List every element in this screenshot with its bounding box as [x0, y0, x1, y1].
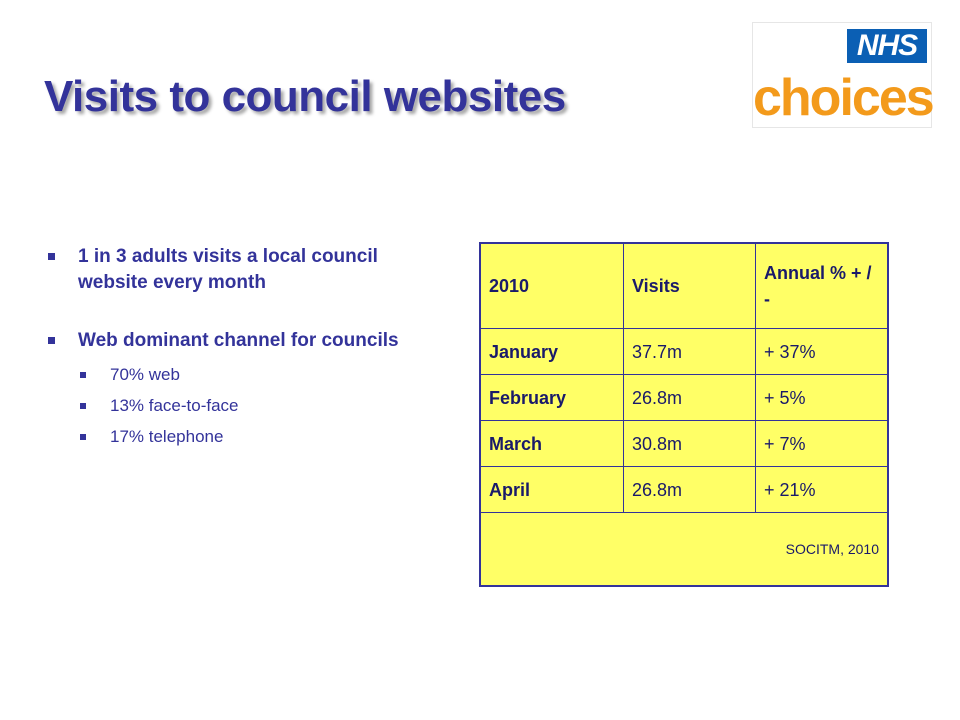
table-row: [480, 375, 888, 421]
header-year: 2010: [480, 243, 624, 329]
cell-month: February: [480, 375, 624, 421]
table-row: [480, 467, 888, 513]
header-visits: Visits: [624, 243, 756, 329]
table-row: [480, 421, 888, 467]
cell-change: + 5%: [756, 375, 889, 421]
sub-bullet-list: [44, 364, 424, 448]
source-citation: SOCITM, 2010: [480, 513, 888, 587]
cell-visits: 37.7m: [624, 329, 756, 375]
cell-change: + 37%: [756, 329, 889, 375]
header-annual-change: Annual % + / -: [756, 243, 889, 329]
sub-bullet-item: [76, 426, 424, 448]
slide-title: Visits to council websites: [44, 72, 566, 121]
bullet-square-icon: [80, 403, 86, 409]
visits-table: [479, 242, 889, 587]
sub-bullet-text: 13% face-to-face: [110, 396, 239, 415]
cell-month: April: [480, 467, 624, 513]
cell-month: March: [480, 421, 624, 467]
sub-bullet-text: 17% telephone: [110, 427, 224, 446]
sub-bullet-item: [76, 364, 424, 386]
cell-visits: 30.8m: [624, 421, 756, 467]
nhs-logo-text: NHS: [847, 29, 927, 63]
bullet-item: [44, 244, 424, 296]
cell-visits: 26.8m: [624, 375, 756, 421]
table-header-row: [480, 243, 888, 329]
bullet-square-icon: [80, 434, 86, 440]
bullet-square-icon: [48, 337, 55, 344]
table-row: [480, 329, 888, 375]
sub-bullet-text: 70% web: [110, 365, 180, 384]
sub-bullet-item: [76, 395, 424, 417]
cell-change: + 7%: [756, 421, 889, 467]
bullet-text: Web dominant channel for councils: [78, 330, 399, 351]
bullet-list: [44, 244, 424, 457]
table-source-row: [480, 513, 888, 587]
nhs-choices-logo: [752, 22, 932, 128]
choices-logo-text: choices: [753, 69, 933, 127]
cell-visits: 26.8m: [624, 467, 756, 513]
bullet-text: 1 in 3 adults visits a local council website every month: [78, 246, 378, 293]
bullet-square-icon: [48, 253, 55, 260]
cell-change: + 21%: [756, 467, 889, 513]
bullet-square-icon: [80, 372, 86, 378]
cell-month: January: [480, 329, 624, 375]
bullet-item: [44, 328, 424, 354]
